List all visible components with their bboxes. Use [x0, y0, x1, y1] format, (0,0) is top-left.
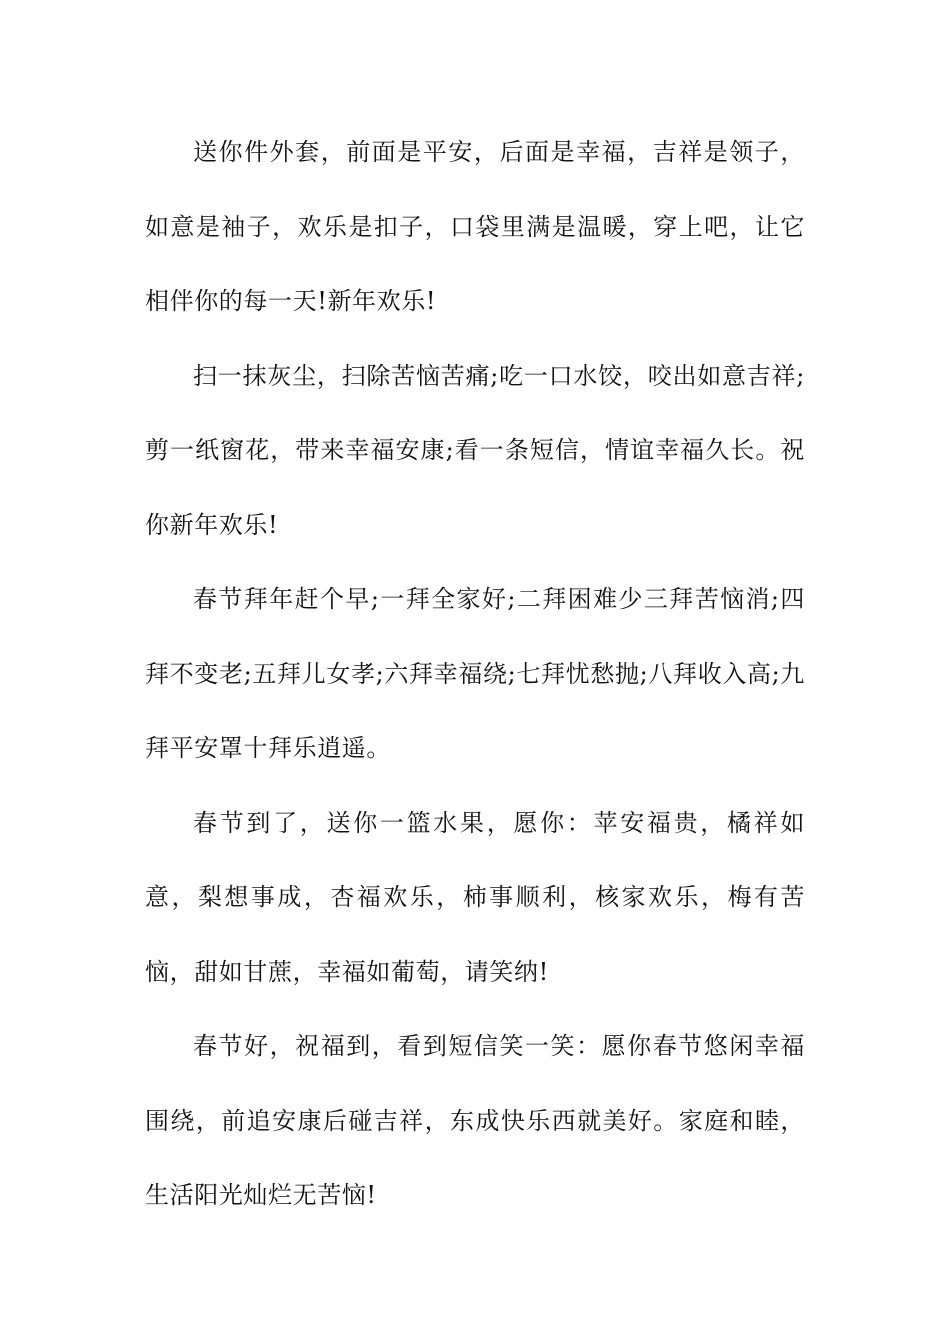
paragraph-3: 春节拜年赶个早;一拜全家好;二拜困难少三拜苦恼消;四拜不变老;五拜儿女孝;六拜幸福绕;七拜忧愁抛;八拜收入高;九拜平安罩十拜乐逍遥。 — [145, 585, 805, 762]
paragraph-2: 扫一抹灰尘，扫除苦恼苦痛;吃一口水饺，咬出如意吉祥;剪一纸窗花，带来幸福安康;看一条短信，情谊幸福久长。祝你新年欢乐! — [145, 361, 805, 539]
paragraph-4: 春节到了，送你一篮水果，愿你：苹安福贵，橘祥如意，梨想事成，杏福欢乐，柿事顺利，核家欢乐，梅有苦恼，甜如甘蔗，幸福如葡萄，请笑纳! — [145, 808, 805, 986]
document-body — [145, 115, 805, 1233]
paragraph-5: 春节好，祝福到，看到短信笑一笑：愿你春节悠闲幸福围绕，前追安康后碰吉祥，东成快乐西就美好。家庭和睦，生活阳光灿烂无苦恼! — [145, 1032, 805, 1209]
paragraph-1: 送你件外套，前面是平安，后面是幸福，吉祥是领子，如意是袖子，欢乐是扣子，口袋里满是温暖，穿上吧，让它相伴你的每一天!新年欢乐! — [145, 138, 805, 315]
